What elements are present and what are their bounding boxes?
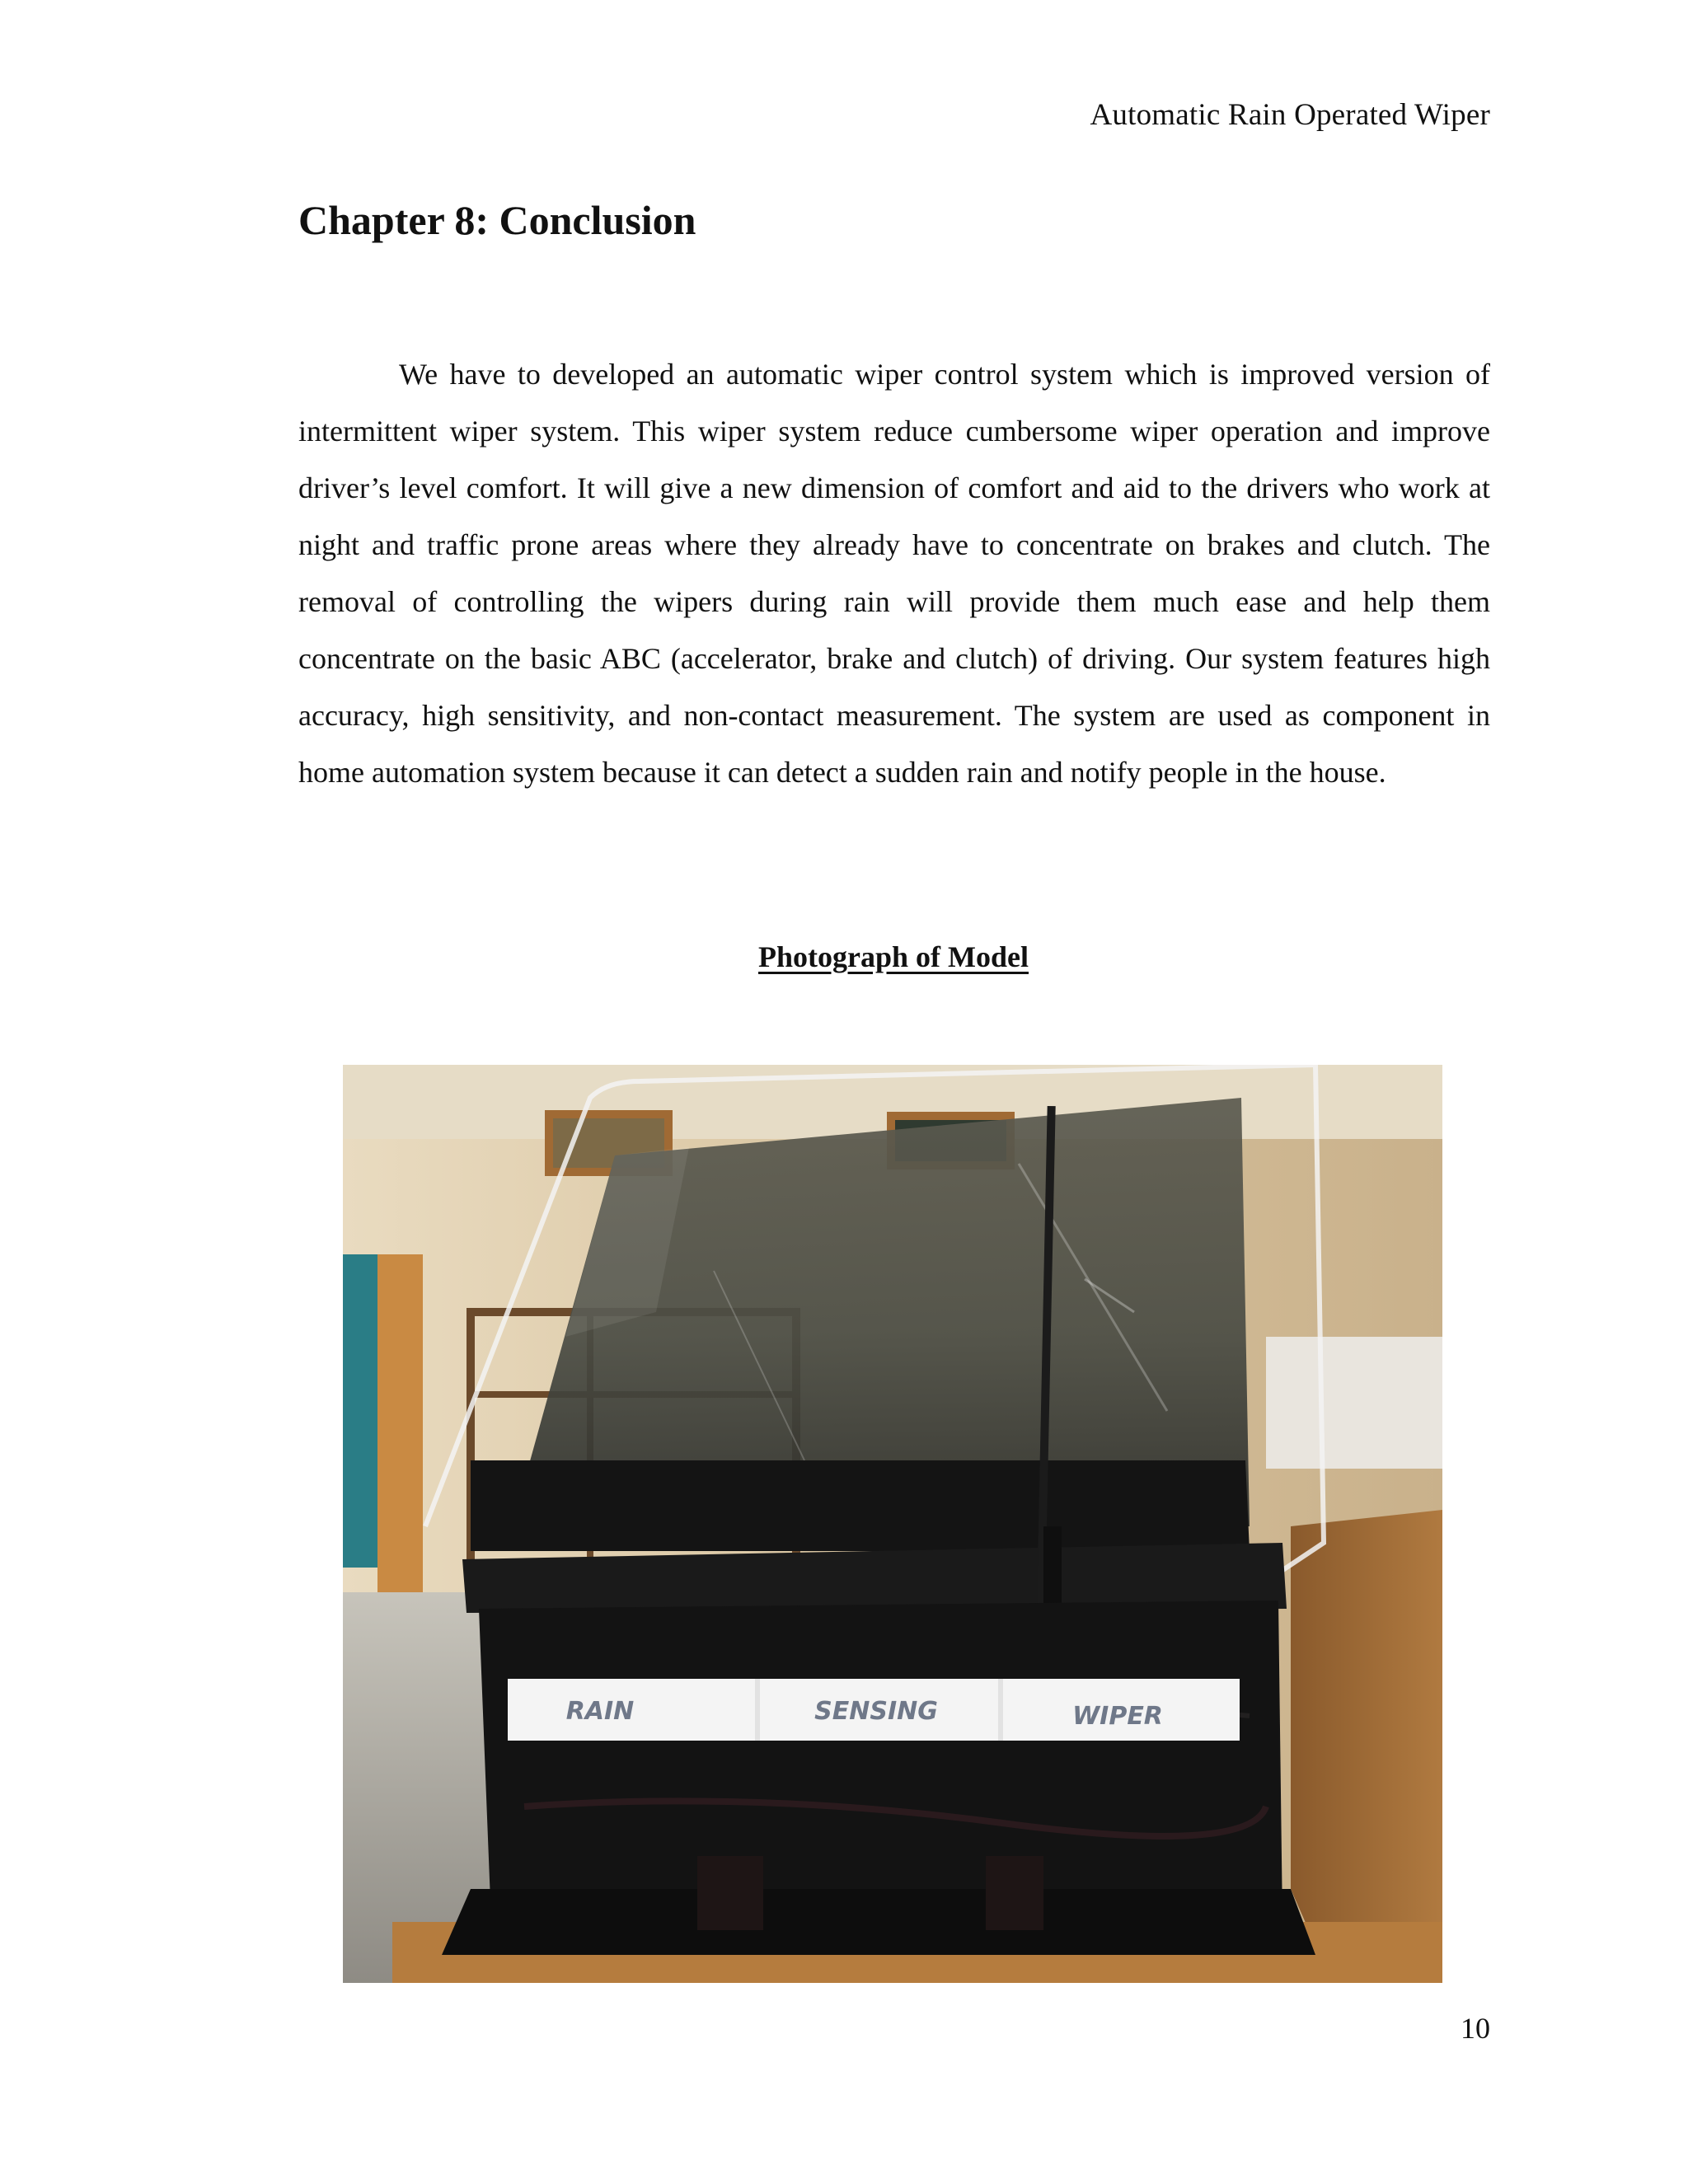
box-foot-right: [986, 1856, 1043, 1930]
conclusion-paragraph: We have to developed an automatic wiper control system which is improved version of intermittent wiper system. This wiper system reduce cumbersome wiper operation and improve driver’s level comfort. It will give a new dimension of comfort and aid to the drivers who work at night and traffic prone areas where they already have to concentrate on brakes and clutch. The removal of controlling the wipers during rain will provide them much ease and help them concentrate on the basic ABC (accelerator, brake and clutch) of driving. Our system features high accuracy, high sensitivity, and non-contact measurement. The system are used as component in home automation system because it can detect a sudden rain and notify people in the house.: [298, 358, 1490, 789]
label-sensing: SENSING: [814, 1697, 938, 1726]
label-rain: RAIN: [565, 1697, 635, 1726]
box-foot-left: [697, 1856, 763, 1930]
box-base: [442, 1889, 1315, 1955]
left-window-frame: [377, 1254, 423, 1601]
right-cabinet: [1291, 1510, 1442, 1983]
model-photo-illustration: [343, 1065, 1442, 1983]
label-wiper: WIPER: [1072, 1702, 1163, 1731]
chapter-title: Chapter 8: Conclusion: [298, 197, 696, 243]
model-photograph: [343, 1065, 1442, 1983]
right-notice-board: [1266, 1337, 1442, 1469]
figure-heading: Photograph of Model: [758, 940, 1029, 973]
left-window: [343, 1254, 377, 1568]
page-number: 10: [1461, 2012, 1490, 2045]
box-top-band: [471, 1460, 1250, 1551]
running-header: Automatic Rain Operated Wiper: [1090, 98, 1490, 132]
model-box: [479, 1601, 1282, 1922]
